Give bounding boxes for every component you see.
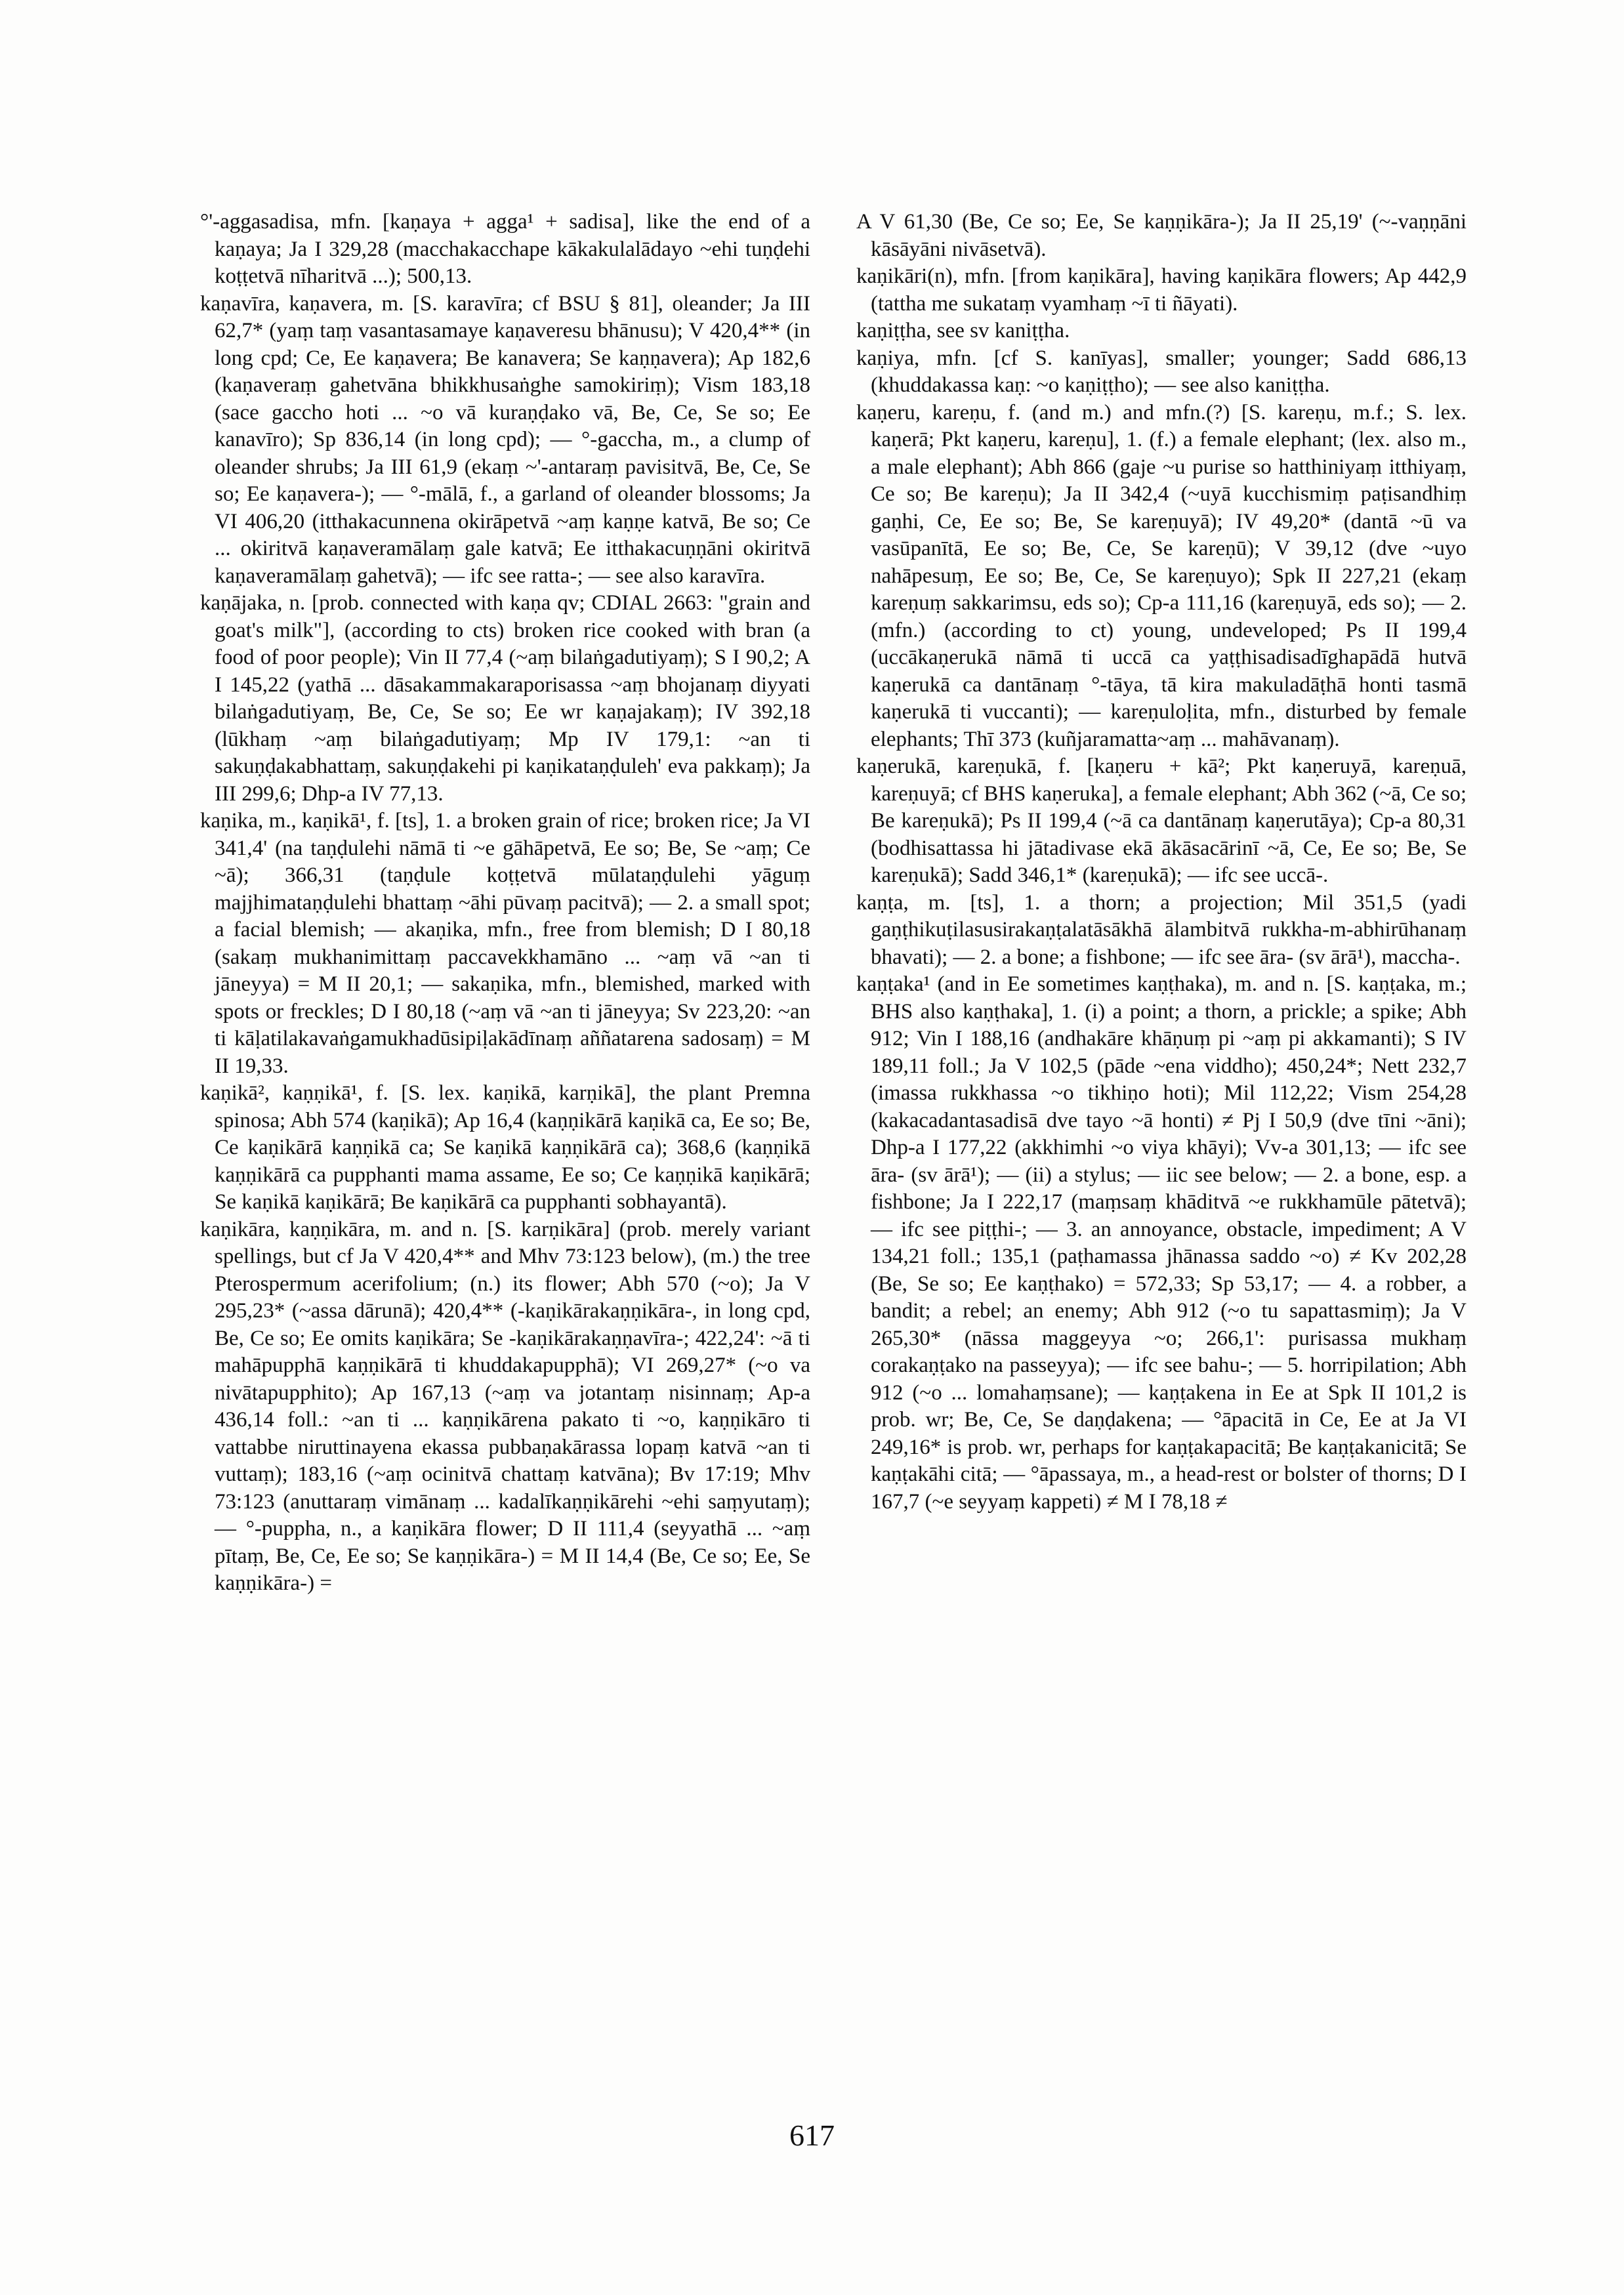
entry: kaṇiṭṭha, see sv kaniṭṭha. — [856, 319, 1070, 342]
entry: kaṇika, m., kaṇikā¹, f. [ts], 1. a broken grain of rice; broken rice; Ja VI 341,4' (na taṇḍulehi nāmā ti ~e gāhāpetvā, Ee so; Be, Se ~aṃ; Ce ~ā); 366,31 (taṇḍule koṭṭetvā mūlataṇḍulehi yāguṃ majjhimataṇḍulehi bhattaṃ ~āhi pūvaṃ pacitvā); — 2. a small spot; a facial blemish; — akaṇika, mfn., free from blemish; D I 80,18 (sakaṃ mukhanimittaṃ paccavekkhamāno ... ~aṃ vā ~an ti jāneyya) = M II 20,1; — sakaṇika, mfn., blemished, marked with spots or freckles; D I 80,18 (~aṃ vā ~an ti jāneyya; Sv 223,20: ~an ti kāḷatilakavaṅgamukhadūsipiḷakādīnaṃ aññatarena sadosaṃ) = M II 19,33. — [200, 809, 810, 1078]
entry: kaṇavīra, kaṇavera, m. [S. karavīra; cf BSU § 81], oleander; Ja III 62,7* (yaṃ taṃ vasantasamaye kaṇaveresu bhānusu); V 420,4** (in long cpd; Ce, Ee kaṇavera; Be kanavera; Se kaṇṇavera); Ap 182,6 (kaṇaveraṃ gahetvāna bhikkhusaṅghe samokiriṃ); Vism 183,18 (sace gaccho hoti ... ~o vā kuraṇḍako vā, Be, Ce, Se so; Ee kanavīro); Sp 836,14 (in long cpd); — °-gaccha, m., a clump of oleander shrubs; Ja III 61,9 (ekaṃ ~'-antaraṃ pavisitvā, Be, Ce, Se so; Ee kaṇavera-); — °-mālā, f., a garland of oleander blossoms; Ja VI 406,20 (itthakacunnena okirāpetvā ~aṃ kaṇṇe katvā, Be so; Ce ... okiritvā kaṇaveramālaṃ gale katvā; Ee itthakacuṇṇāni okiritvā kaṇaveramālaṃ gahetvā); — ifc see ratta-; — see also karavīra. — [200, 291, 810, 588]
page-number: 617 — [789, 2119, 835, 2152]
entry: kaṇerukā, kareṇukā, f. [kaṇeru + kā²; Pkt kaṇeruyā, kareṇuā, kareṇuyā; cf BHS kaṇeruka], a female elephant; Abh 362 (~ā, Ce so; Be kareṇukā); Ps II 199,4 (~ā ca dantānaṃ kaṇerutāya); Cp-a 80,31 (bodhisattassa hi jātadivase ekā ākāsacārinī ~ā, Ce, Ee so; Be, Se kareṇukā); Sadd 346,1* (kareṇukā); — ifc see uccā-. — [856, 755, 1467, 887]
right-column — [856, 209, 1467, 1516]
entry: °'-aggasadisa, mfn. [kaṇaya + agga¹ + sadisa], like the end of a kaṇaya; Ja I 329,28 (macchakacchape kākakulalādayo ~ehi tuṇḍehi koṭṭetvā nīharitvā ...); 500,13. — [200, 210, 810, 288]
entry: kaṇājaka, n. [prob. connected with kaṇa qv; CDIAL 2663: "grain and goat's milk"], (according to cts) broken rice cooked with bran (a food of poor people); Vin II 77,4 (~aṃ bilaṅgadutiyaṃ); S I 90,2; A I 145,22 (yathā ... dāsakammakaraporisassa ~aṃ bhojanaṃ diyyati bilaṅgadutiyaṃ, Be, Ce, Se so; Ee wr kaṇajakaṃ); IV 392,18 (lūkhaṃ ~aṃ bilaṅgadutiyaṃ; Mp IV 179,1: ~an ti sakuṇḍakabhattaṃ, sakuṇḍakehi pi kaṇikataṇḍuleh' eva pakkaṃ); Ja III 299,6; Dhp-a IV 77,13. — [200, 591, 810, 806]
entry: kaṇikāri(n), mfn. [from kaṇikāra], having kaṇikāra flowers; Ap 442,9 (tattha me sukataṃ vyamhaṃ ~ī ti ñāyati). — [856, 264, 1467, 316]
entry: kaṇikā², kaṇṇikā¹, f. [S. lex. kaṇikā, karṇikā], the plant Premna spinosa; Abh 574 (kaṇikā); Ap 16,4 (kaṇṇikārā kaṇikā ca, Ee so; Be, Ce kaṇikārā kaṇṇikā ca; Se kaṇikā kaṇṇikārā ca); 368,6 (kaṇṇikā kaṇṇikārā ca pupphanti mama assame, Ee so; Ce kaṇṇikā kaṇikārā; Se kaṇikā kaṇikārā; Be kaṇikārā ca pupphanti sobhayantā). — [200, 1081, 810, 1214]
left-column — [200, 209, 810, 1598]
entry: kaṇikāra, kaṇṇikāra, m. and n. [S. karṇikāra] (prob. merely variant spellings, but cf Ja V 420,4** and Mhv 73:123 below), (m.) the tree Pterospermum acerifolium; (n.) its flower; Abh 570 (~o); Ja V 295,23* (~assa dārunā); 420,4** (-kaṇikārakaṇṇikāra-, in long cpd, Be, Ce so; Ee omits kaṇikāra; Se -kaṇikārakaṇṇavīra-; 422,24': ~ā ti mahāpupphā kaṇṇikārā ti khuddakapupphā); VI 269,27* (~o va nivātapupphito); Ap 167,13 (~aṃ va jotantaṃ nisinnaṃ; Ap-a 436,14 foll.: ~an ti ... kaṇṇikārena pakato ti ~o, kaṇṇikāro ti vattabbe niruttinayena ekassa pubbaṇakārassa lopaṃ katvā ~an ti vuttaṃ); 183,16 (~aṃ ocinitvā chattaṃ katvāna); Bv 17:19; Mhv 73:123 (anuttaraṃ vimānaṃ ... kadalīkaṇṇikārehi ~ehi saṃyutaṃ); — °-puppha, n., a kaṇikāra flower; D II 111,4 (seyyathā ... ~aṃ pītaṃ, Be, Ce, Ee so; Se kaṇṇikāra-) = M II 14,4 (Be, Ce so; Ee, Se kaṇṇikāra-) = — [200, 1217, 810, 1595]
entry: kaṇṭaka¹ (and in Ee sometimes kaṇṭhaka), m. and n. [S. kaṇṭaka, m.; BHS also kaṇṭhaka], 1. (i) a point; a thorn, a prickle; a spike; Abh 912; Vin I 188,16 (andhakāre khāṇuṃ pi ~aṃ pi akkamanti); S IV 189,11 foll.; Ja V 102,5 (pāde ~ena viddho); 450,24*; Nett 232,7 (imassa rukkhassa ~o tikhiṇo hoti); Mil 112,22; Vism 254,28 (kakacadantasadisā dve tayo ~ā honti) ≠ Pj I 50,9 (dve tīni ~āni); Dhp-a I 177,22 (akkhimhi ~o viya khāyi); Vv-a 301,13; — ifc see āra- (sv ārā¹); — (ii) a stylus; — iic see below; — 2. a bone, esp. a fishbone; Ja I 222,17 (maṃsaṃ khāditvā ~e rukkhamūle pātetvā); — ifc see piṭṭhi-; — 3. an annoyance, obstacle, impediment; A V 134,21 foll.; 135,1 (paṭhamassa jhānassa saddo ~o) ≠ Kv 202,28 (Be, Se so; Ee kaṇṭhako) = 572,33; Sp 53,17; — 4. a robber, a bandit; a rebel; an enemy; Abh 912 (~o tu sapattasmiṃ); Ja V 265,30* (nāssa maggeyya ~o; 266,1': purisassa mukhaṃ corakaṇṭako na passeyya); — ifc see bahu-; — 5. horripilation; Abh 912 (~o ... lomahaṃsane); — kaṇṭakena in Ee at Spk II 101,2 is prob. wr; Be, Ce, Se daṇḍakena; — °āpacitā in Ce, Ee at Ja VI 249,16* is prob. wr, perhaps for kaṇṭakapacitā; Be kaṇṭakanicitā; Se kaṇṭakāhi citā; — °āpassaya, m., a head-rest or bolster of thorns; D I 167,7 (~e seyyaṃ kappeti) ≠ M I 78,18 ≠ — [856, 972, 1467, 1514]
entry: A V 61,30 (Be, Ce so; Ee, Se kaṇṇikāra-); Ja II 25,19' (~-vaṇṇāni kāsāyāni nivāsetvā). — [856, 210, 1467, 261]
entry: kaṇiya, mfn. [cf S. kanīyas], smaller; younger; Sadd 686,13 (khuddakassa kaṇ: ~o kaṇiṭṭho); — see also kaniṭṭha. — [856, 346, 1467, 397]
entry: kaṇeru, kareṇu, f. (and m.) and mfn.(?) [S. kareṇu, m.f.; S. lex. kaṇerā; Pkt kaṇeru, kareṇu], 1. (f.) a female elephant; (lex. also m., a male elephant); Abh 866 (gaje ~u purise so hatthiniyaṃ itthiyaṃ, Ce so; Be kareṇu); Ja II 342,4 (~uyā kucchismiṃ paṭisandhiṃ gaṇhi, Ce, Ee so; Be, Se kareṇuyā); IV 49,20* (dantā ~ū va vasūpanītā, Ee so; Be, Ce, Se kareṇū); V 39,12 (dve ~uyo nahāpesuṃ, Ee so; Be, Ce, Se kareṇuyo); Spk II 227,21 (ekaṃ kareṇuṃ sakkarimsu, eds so); Cp-a 111,16 (kareṇuyā, eds so); — 2. (mfn.) (according to ct) young, undeveloped; Ps II 199,4 (uccākaṇerukā nāmā ti uccā ca yaṭṭhisadisadīghapādā hutvā kaṇerukā ca dantānaṃ °-tāya, tā kira makuladāṭhā honti tasmā kaṇerukā ti vuccanti); — kareṇuloḷita, mfn., disturbed by female elephants; Thī 373 (kuñjaramatta~aṃ ... mahāvanaṃ). — [856, 400, 1467, 751]
entry: kaṇṭa, m. [ts], 1. a thorn; a projection; Mil 351,5 (yadi gaṇṭhikuṭilasusirakaṇṭalatāsākhā ālambitvā rukkha-m-abhirūhanaṃ bhavati); — 2. a bone; a fishbone; — ifc see āra- (sv ārā¹), maccha-. — [856, 890, 1467, 969]
